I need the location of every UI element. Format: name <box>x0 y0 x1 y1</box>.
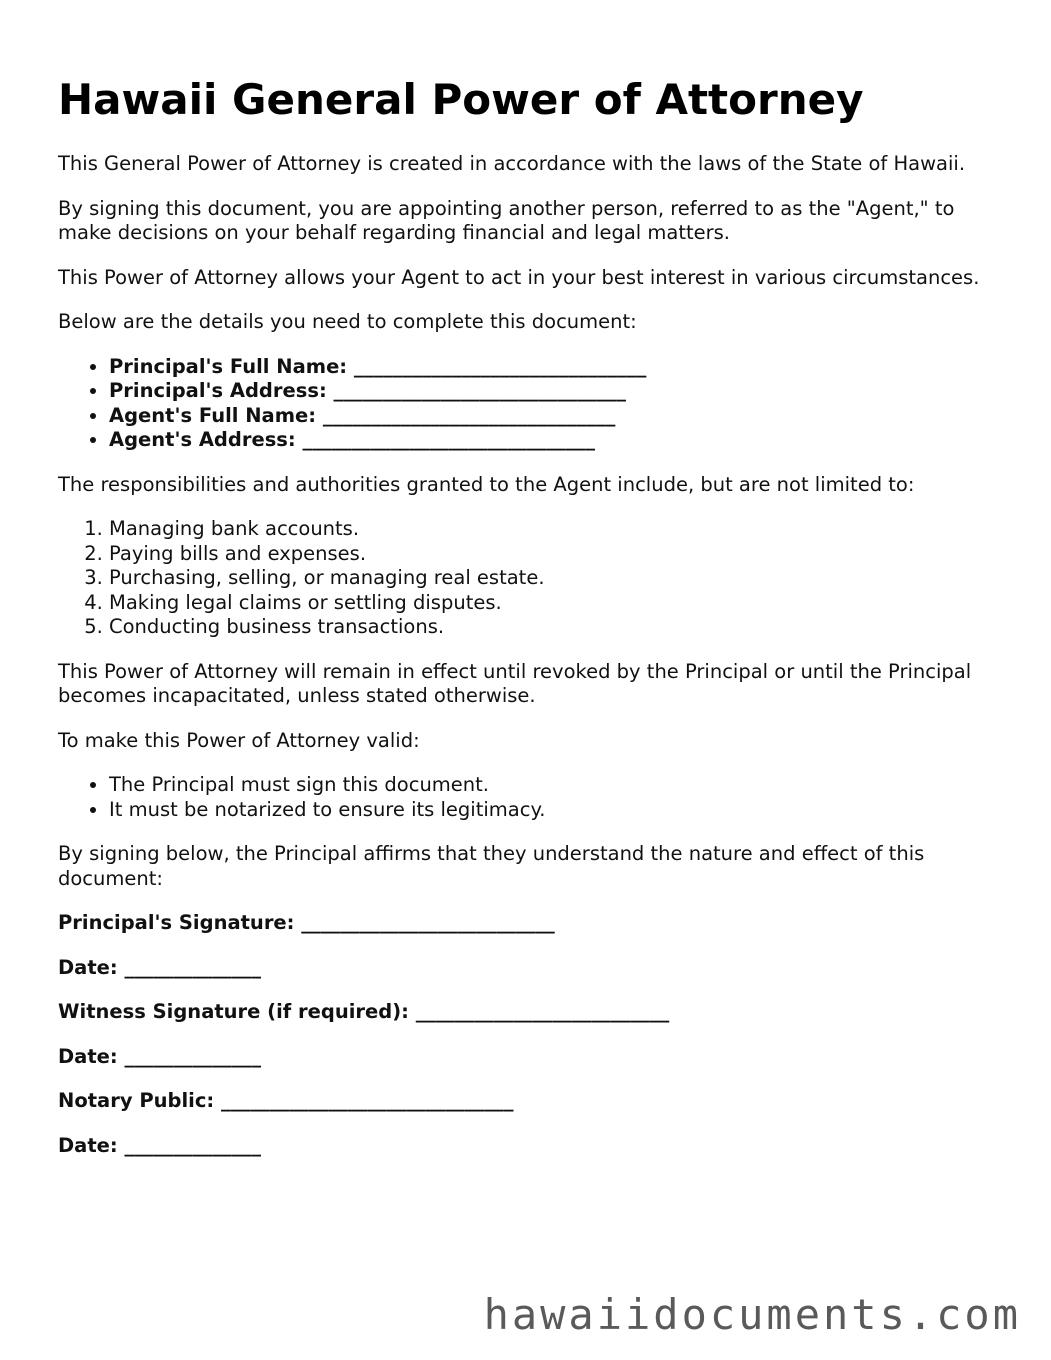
intro-paragraph-1: This General Power of Attorney is created in accordance with the laws of the State of Hawaii. <box>58 152 966 175</box>
document-title: Hawaii General Power of Attorney <box>58 75 864 124</box>
witness-signature-line: Witness Signature (if required): __________________________ <box>58 1000 670 1023</box>
validity-intro: To make this Power of Attorney valid: <box>58 728 420 752</box>
notary-public-line: Notary Public: ______________________________ <box>58 1089 514 1112</box>
intro-paragraph-3: This Power of Attorney allows your Agent to act in your best interest in various circumstances. <box>58 265 980 289</box>
responsibility-item: 4. Making legal claims or settling disputes. <box>109 591 998 616</box>
detail-principal-address: • Principal's Address: ______________________________ <box>109 379 998 404</box>
responsibility-item: 2. Paying bills and expenses. <box>109 542 998 567</box>
notary-date-line: Date: ______________ <box>58 1133 261 1157</box>
intro-paragraph-4: Below are the details you need to complete this document: <box>58 310 637 333</box>
details-list <box>58 355 998 453</box>
validity-list <box>58 773 998 822</box>
detail-principal-name: • Principal's Full Name: ______________________________ <box>109 355 998 380</box>
principal-signature-line: Principal's Signature: __________________________ <box>58 911 555 934</box>
responsibility-item: 3. Purchasing, selling, or managing real estate. <box>109 566 998 591</box>
validity-item: • It must be notarized to ensure its legitimacy. <box>109 798 998 823</box>
witness-date-line: Date: ______________ <box>58 1044 261 1068</box>
duration-paragraph: This Power of Attorney will remain in effect until revoked by the Principal or until the Principal becomes incapacitated, unless stated otherwise. <box>58 659 972 707</box>
responsibilities-list <box>58 517 998 640</box>
responsibility-item: 1. Managing bank accounts. <box>109 517 998 542</box>
detail-agent-address: • Agent's Address: ______________________________ <box>109 428 998 453</box>
responsibility-item: 5. Conducting business transactions. <box>109 615 998 640</box>
document-page <box>58 74 998 1178</box>
responsibilities-intro: The responsibilities and authorities granted to the Agent include, but are not limited to: <box>58 472 915 496</box>
site-watermark: hawaiidocuments.com <box>483 1290 1021 1339</box>
principal-date-line: Date: ______________ <box>58 955 261 979</box>
affirm-paragraph: By signing below, the Principal affirms that they understand the nature and effect of this document: <box>58 842 925 890</box>
validity-item: • The Principal must sign this document. <box>109 773 998 798</box>
detail-agent-name: • Agent's Full Name: ______________________________ <box>109 404 998 429</box>
intro-paragraph-2: By signing this document, you are appointing another person, referred to as the "Agent," to make decisions on your behalf regarding financial and legal matters. <box>58 196 955 244</box>
